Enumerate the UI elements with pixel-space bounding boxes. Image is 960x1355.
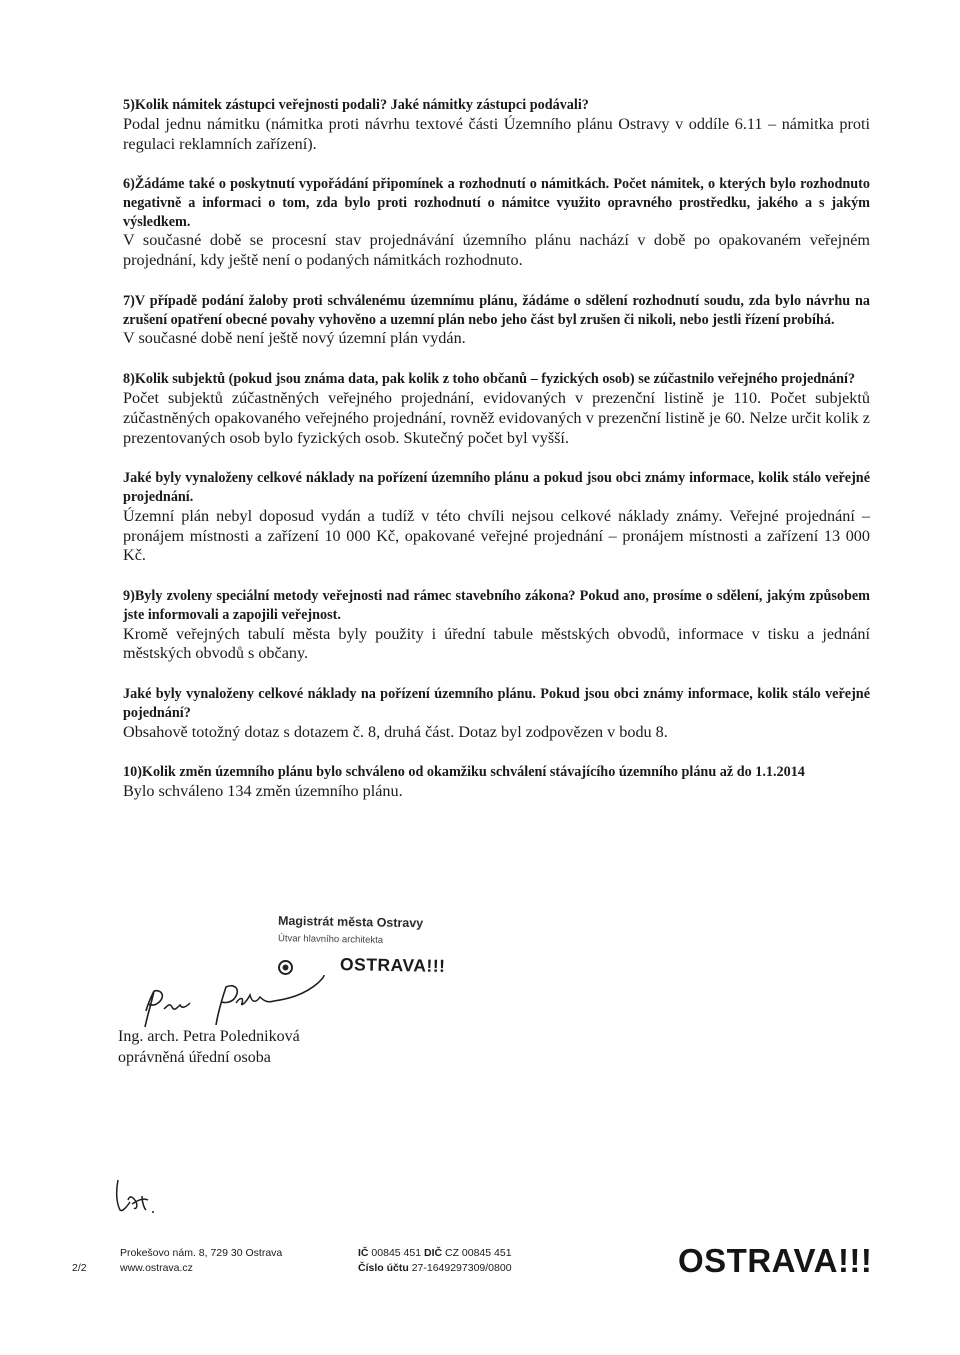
signer-name: Ing. arch. Petra Poledniková — [118, 1028, 300, 1045]
question-text: 6)Žádáme také o poskytnutí vypořádání připomínek a rozhodnutí o námitkách. Počet námitek, o kterých bylo rozhodnuto negativně a informaci o tom, zda bylo proti rozhodnutí o námitce využito opravného prostředku, jakého a s jakým výsledkem. — [123, 176, 870, 230]
page-footer — [0, 1244, 960, 1284]
question-text: Jaké byly vynaloženy celkové náklady na pořízení územního plánu. Pokud jsou obci známy informace, kolik stálo veřejné pojednání? — [123, 686, 870, 721]
answer-text: Kromě veřejných tabulí města byly použity i úřední tabule městských obvodů, informace v tisku a jednání městských obvodů s občany. — [123, 624, 870, 663]
answer-text: Počet subjektů zúčastněných veřejného projednání, evidovaných v prezenční listině je 110. Počet subjektů zúčastněných opakovaného veřejného projednání, rovněž evidovaných v prezenční listině je 60. Nelze určit kolik z prezentovaných osob bylo fyzických osob. Skutečný počet byl vyšší. — [123, 388, 870, 447]
section-6 — [123, 175, 870, 271]
section-7 — [123, 292, 870, 349]
answer-text: Podal jednu námitku (námitka proti návrhu textové části Územního plánu Ostravy v oddíle 6.11 – námitka proti regulaci reklamních zařízení). — [123, 114, 870, 153]
ico-value: 00845 451 — [371, 1247, 422, 1259]
ostrava-logo: OSTRAVA!!! — [678, 1242, 873, 1279]
footer-website: www.ostrava.cz — [120, 1261, 193, 1274]
signature-block — [118, 915, 538, 1090]
section-costs — [123, 469, 870, 566]
question-text: 9)Byly zvoleny speciální metody veřejnosti nad rámec stavebního zákona? Pokud ano, prosíme o sdělení, jakým způsobem jste informovali a zapojili veřejnost. — [123, 588, 870, 623]
handwritten-signature — [118, 973, 338, 1033]
stamp-department: Útvar hlavního architekta — [277, 933, 384, 946]
footer-identifiers — [358, 1246, 512, 1276]
footer-ids-line — [358, 1246, 512, 1261]
account-label: Číslo účtu — [358, 1261, 409, 1274]
ico-label: IČ — [358, 1247, 369, 1259]
footer-address-block — [120, 1246, 282, 1276]
question-text: 8)Kolik subjektů (pokud jsou známa data, pak kolik z toho občanů – fyzických osob) se zúčastnilo veřejného projednání? — [123, 371, 856, 388]
question-text: 5)Kolik námitek zástupci veřejnosti podali? Jaké námitky zástupci podávali? — [123, 97, 589, 113]
section-costs-repeat — [123, 685, 870, 742]
answer-text: V současné době se procesní stav projednávání územního plánu nachází v době po opakovaném veřejném projednání, kdy ještě není o podaných námitkách rozhodnuto. — [123, 231, 870, 270]
answer-text: V současné době není ještě nový územní plán vydán. — [123, 329, 466, 348]
handwritten-initials — [112, 1178, 160, 1218]
question-text: 10)Kolik změn územního plánu bylo schváleno od okamžiku schválení stávajícího územního plánu až do 1.1.2014 — [123, 764, 805, 781]
signer-info — [118, 1027, 300, 1069]
page-number: 2/2 — [72, 1262, 87, 1274]
question-text: 7)V případě podání žaloby proti schválenému územnímu plánu, žádáme o sdělení rozhodnutí soudu, zda bylo návrhu na zrušení opatření obecné povahy vyhověno a uzemní plán nebo jeho část byl zrušen či nikoli, nebo jestli řízení probíhá. — [123, 293, 870, 328]
question-text: Jaké byly vynaloženy celkové náklady na pořízení územního plánu a pokud jsou obci známy informace, kolik stálo veřejné projednání. — [123, 470, 870, 505]
account-value: 27-1649297309/0800 — [411, 1261, 512, 1274]
footer-account-line — [358, 1261, 512, 1276]
stamp-organization: Magistrát města Ostravy — [277, 913, 424, 931]
dic-value: CZ 00845 451 — [445, 1247, 512, 1259]
answer-text: Bylo schváleno 134 změn územního plánu. — [123, 782, 403, 800]
section-5 — [123, 96, 870, 154]
section-10 — [123, 763, 870, 802]
dic-label: DIČ — [423, 1247, 443, 1259]
footer-address: Prokešovo nám. 8, 729 30 Ostrava — [120, 1247, 283, 1259]
answer-text: Územní plán nebyl doposud vydán a tudíž v této chvíli nejsou celkové náklady známy. Veřejné projednání – pronájem místnosti a zařízení 10 000 Kč, opakované veřejné projednání – pronájem místnosti a zařízení 13 000 Kč. — [123, 506, 870, 565]
answer-text: Obsahově totožný dotaz s dotazem č. 8, druhá část. Dotaz byl zodpovězen v bodu 8. — [123, 722, 668, 741]
signer-role: oprávněná úřední osoba — [118, 1048, 271, 1066]
document-body — [123, 96, 870, 823]
section-9 — [123, 587, 870, 664]
section-8 — [123, 370, 870, 448]
stamp-logo: OSTRAVA!!! — [339, 954, 446, 976]
